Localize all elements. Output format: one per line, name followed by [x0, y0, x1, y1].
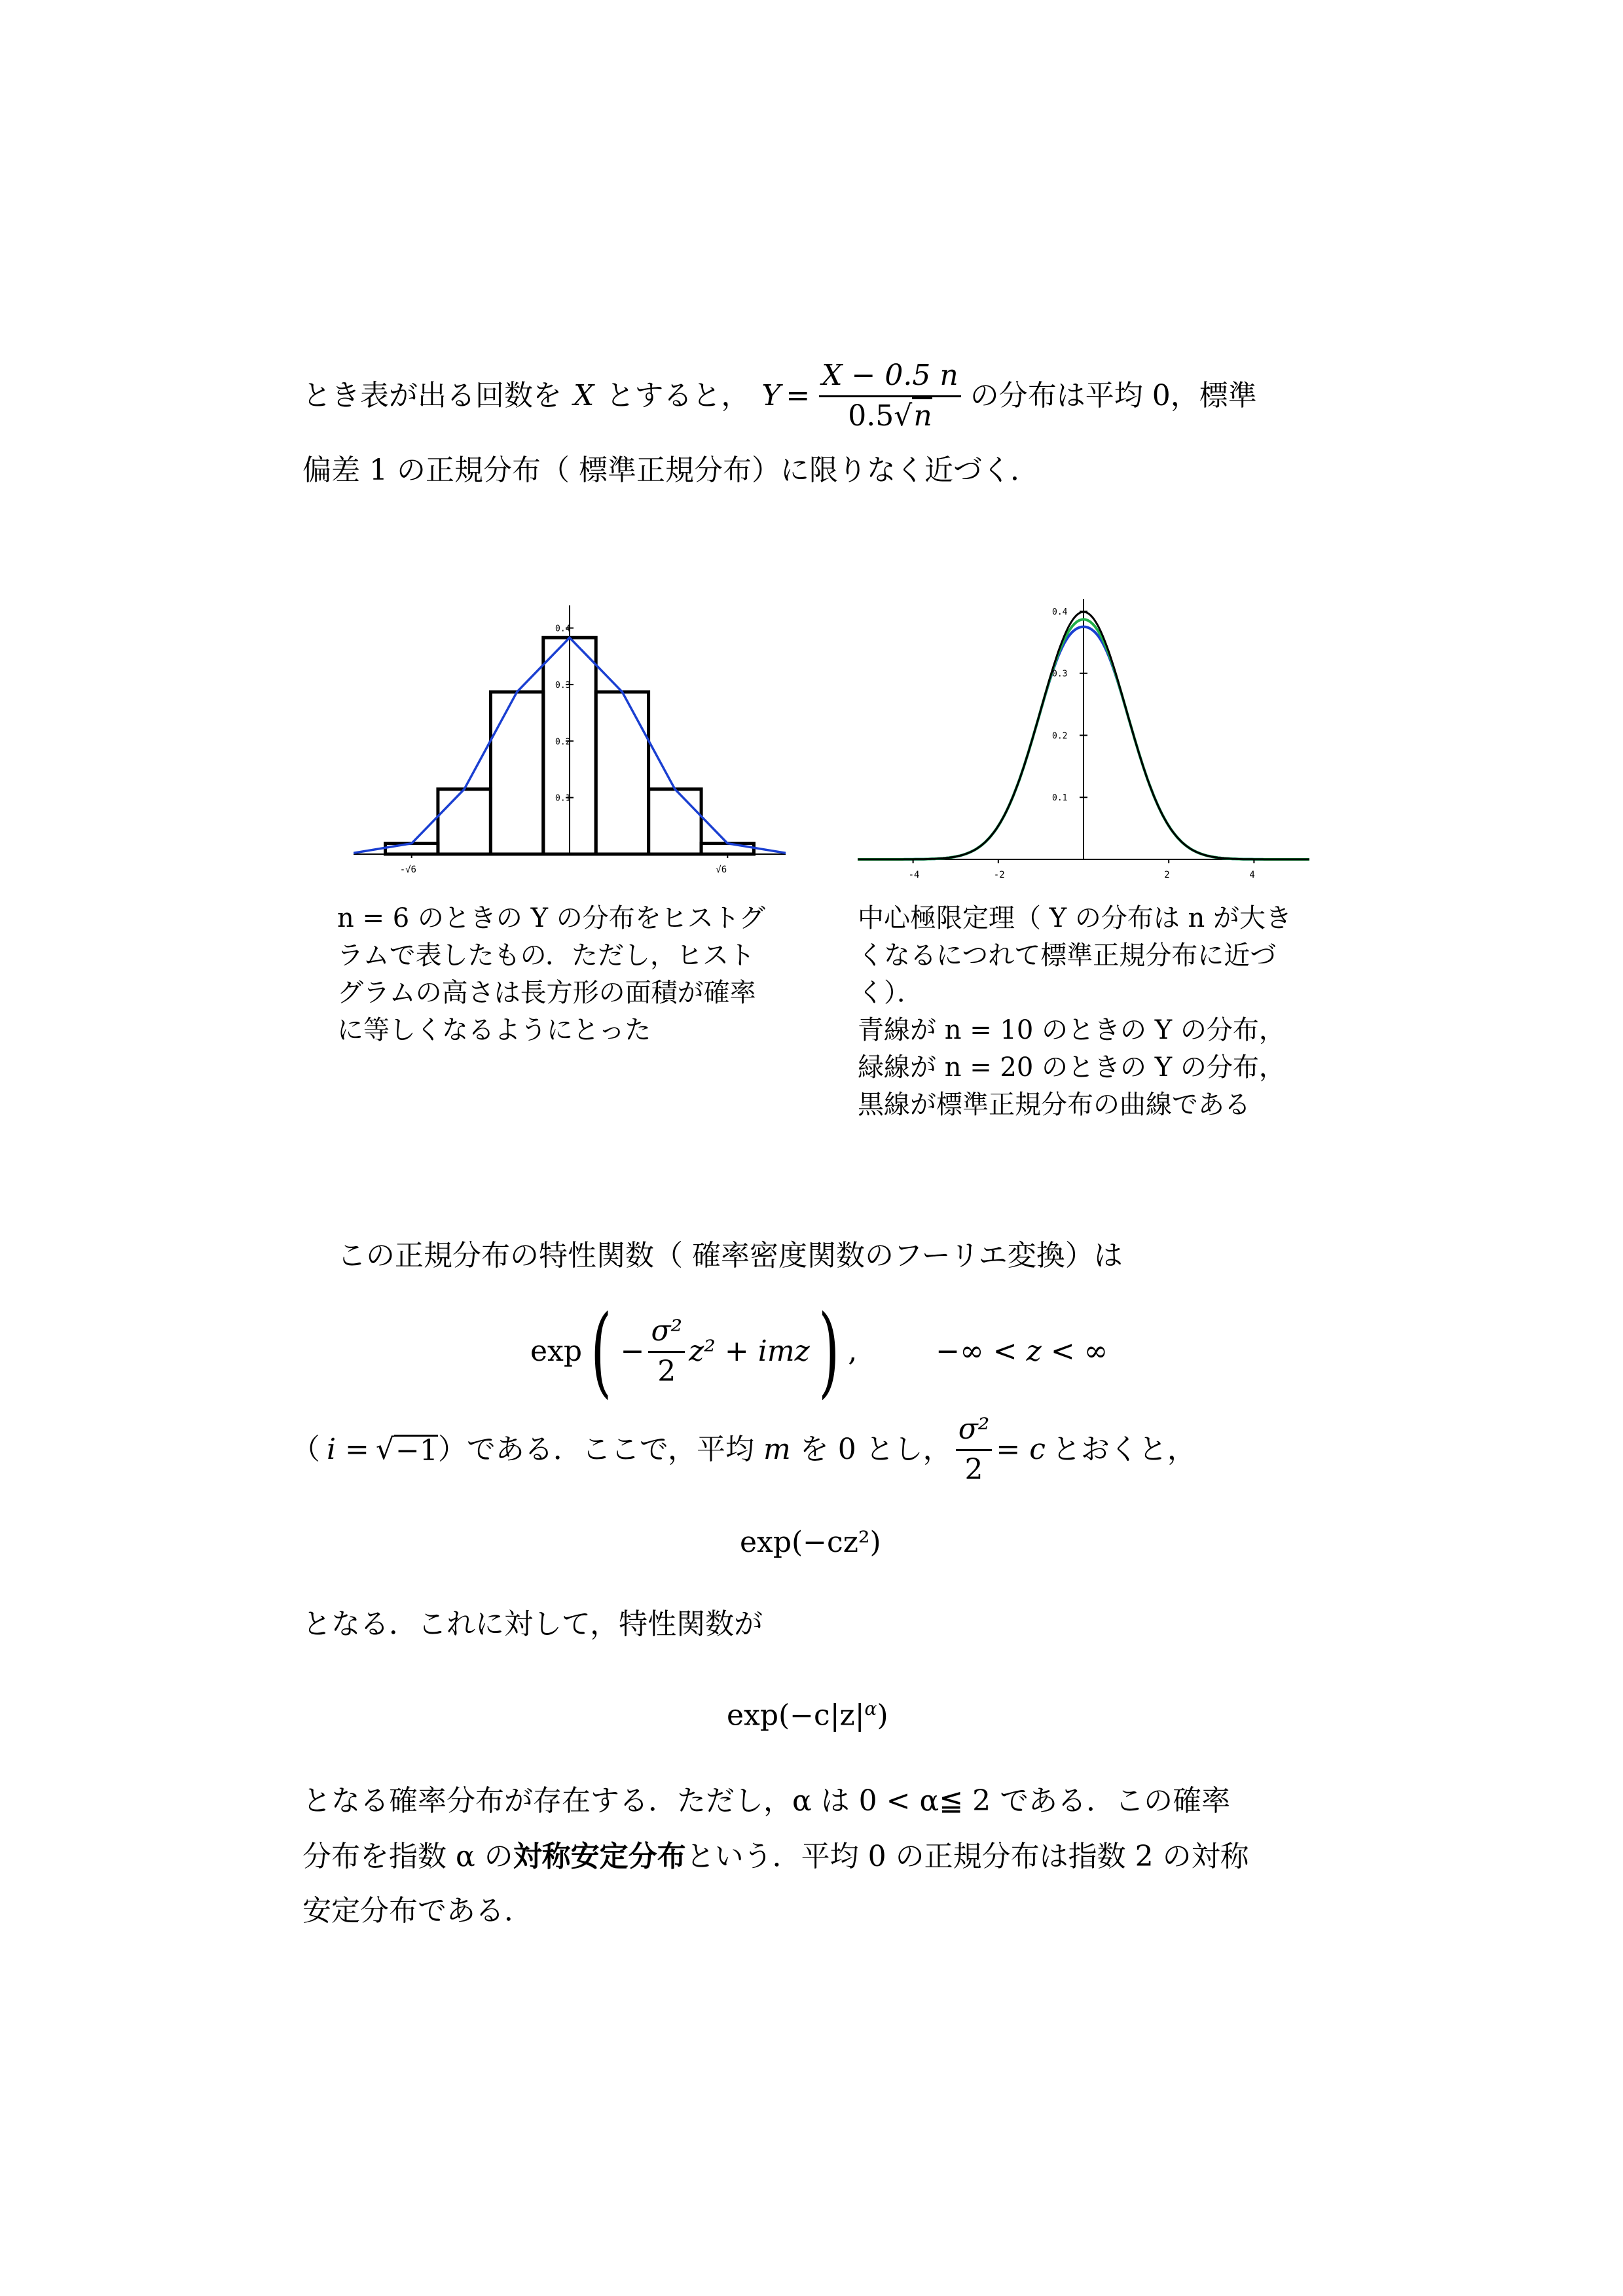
eq3-sup: α [864, 1698, 877, 1719]
right-caption-line: 中心極限定理（ Y の分布は n が大き [858, 903, 1292, 933]
eq3-main: exp(−c|z| [727, 1698, 865, 1732]
y-tick-label: 0.3 [555, 680, 571, 691]
right-figure-caption [858, 900, 1355, 1124]
histogram-chart [354, 592, 786, 887]
y-tick-label: 0.2 [1052, 731, 1068, 742]
right-caption-line: 青線が n = 10 のときの Y の分布， [858, 1015, 1285, 1045]
var-y: Y [761, 379, 781, 412]
para3-mid2: を 0 とし， [799, 1433, 952, 1466]
left-caption-line: ラムで表したもの．ただし，ヒスト [337, 941, 755, 971]
para3-fraction [956, 1413, 993, 1486]
equation-exp-cz2: exp(−cz²) [740, 1526, 881, 1559]
eq3-close: ) [877, 1698, 888, 1732]
para1-line1-pre: とき表が出る回数を [302, 379, 562, 412]
para3-i-def: i = [327, 1433, 369, 1466]
x-tick-label: √6 [716, 865, 727, 875]
para1-line1-post: の分布は平均 0，標準 [970, 379, 1257, 412]
para1-line1-mid: とすると， [606, 379, 750, 412]
x-tick-label: 4 [1249, 870, 1255, 880]
para3-eqc: = c [996, 1433, 1046, 1466]
y-fraction-denominator: 0.5√n [819, 397, 960, 433]
x-tick-label: -√6 [399, 865, 417, 875]
para5-line1: となる確率分布が存在する．ただし，α は 0 < α≦ 2 である．この確率 [302, 1784, 1231, 1818]
den-sqrt-n: n [912, 397, 932, 433]
histogram-bar [596, 692, 648, 854]
para3-num: σ² [956, 1413, 993, 1451]
para5-line3: 安定分布である． [302, 1894, 533, 1928]
para3-close: ） [437, 1433, 467, 1466]
left-caption-line: グラムの高さは長方形の面積が確率 [337, 978, 756, 1008]
eq1-exp: exp [530, 1335, 583, 1368]
eq1-right-paren: ) [818, 1295, 840, 1408]
para3-open: （ [291, 1433, 320, 1466]
eq1-comma: , [848, 1335, 858, 1368]
eq1-fraction [648, 1315, 685, 1388]
para1-line1 [302, 357, 1257, 435]
y-tick-label: 0.4 [1052, 607, 1068, 617]
histogram-bar [438, 789, 490, 854]
x-tick-label: 2 [1164, 870, 1170, 880]
histogram-bar [490, 692, 543, 854]
right-caption-line: 黒線が標準正規分布の曲線である [858, 1090, 1250, 1120]
var-x: X [574, 379, 594, 412]
eq1-den: 2 [657, 1354, 676, 1388]
histogram-bar [701, 844, 754, 854]
eq1-rest: z² + imz [689, 1335, 810, 1368]
y-fraction-numerator: X − 0.5 n [819, 359, 960, 397]
y-fraction [819, 359, 960, 433]
para3-post: とおくと， [1051, 1433, 1196, 1466]
para3-den: 2 [964, 1452, 983, 1486]
right-caption-line: く）． [858, 978, 923, 1008]
para5-line2-post: という．平均 0 の正規分布は指数 2 の対称 [685, 1840, 1249, 1873]
para3: （ i = √ −1 ） である．ここで，平均 m を 0 とし， $\frac{\text{σ²}}{2}$ = c とおくと， [291, 1412, 1196, 1486]
den-coef: 0.5 [848, 399, 894, 433]
para3-sqrt-inner: −1 [395, 1433, 438, 1467]
para5-line2-pre: 分布を指数 α の [302, 1840, 513, 1873]
histogram-bar [649, 789, 701, 854]
eq1-num: σ² [648, 1315, 685, 1353]
x-tick-label: -2 [993, 870, 1005, 880]
y-tick-label: 0.3 [1052, 669, 1068, 679]
left-caption-line: n = 6 のときの Y の分布をヒストグ [337, 903, 765, 933]
clt-chart [858, 592, 1309, 887]
y-tick-label: 0.1 [555, 793, 571, 804]
equation-char-fn [530, 1295, 1108, 1408]
para2: この正規分布の特性関数（ 確率密度関数のフーリエ変換）は [337, 1239, 1123, 1272]
right-caption-line: 緑線が n = 20 のときの Y の分布， [858, 1052, 1285, 1083]
para1-line2: 偏差 1 の正規分布（ 標準正規分布）に限りなく近づく． [302, 454, 1040, 487]
left-caption-line: に等しくなるようにとった [337, 1015, 651, 1045]
histogram-bar [386, 844, 438, 854]
para4: となる．これに対して，特性関数が [302, 1607, 763, 1641]
var-m: m [763, 1433, 791, 1466]
para5-line2 [302, 1842, 1249, 1871]
para3-mid: である．ここで，平均 [466, 1433, 754, 1466]
x-tick-label: -4 [908, 870, 920, 880]
y-tick-label: 0.4 [555, 624, 571, 634]
eq1-range: −∞ < z < ∞ [936, 1335, 1108, 1368]
right-caption-line: くなるにつれて標準正規分布に近づ [858, 941, 1277, 971]
left-figure-caption [337, 900, 809, 1049]
y-tick-label: 0.1 [1052, 793, 1068, 804]
y-tick-label: 0.2 [555, 737, 571, 747]
equals-sign: = [786, 379, 811, 412]
eq1-minus: − [620, 1335, 645, 1368]
term-symmetric-stable: 対称安定分布 [513, 1840, 686, 1873]
eq1-left-paren: ( [591, 1295, 612, 1408]
equation-stable [727, 1700, 888, 1731]
